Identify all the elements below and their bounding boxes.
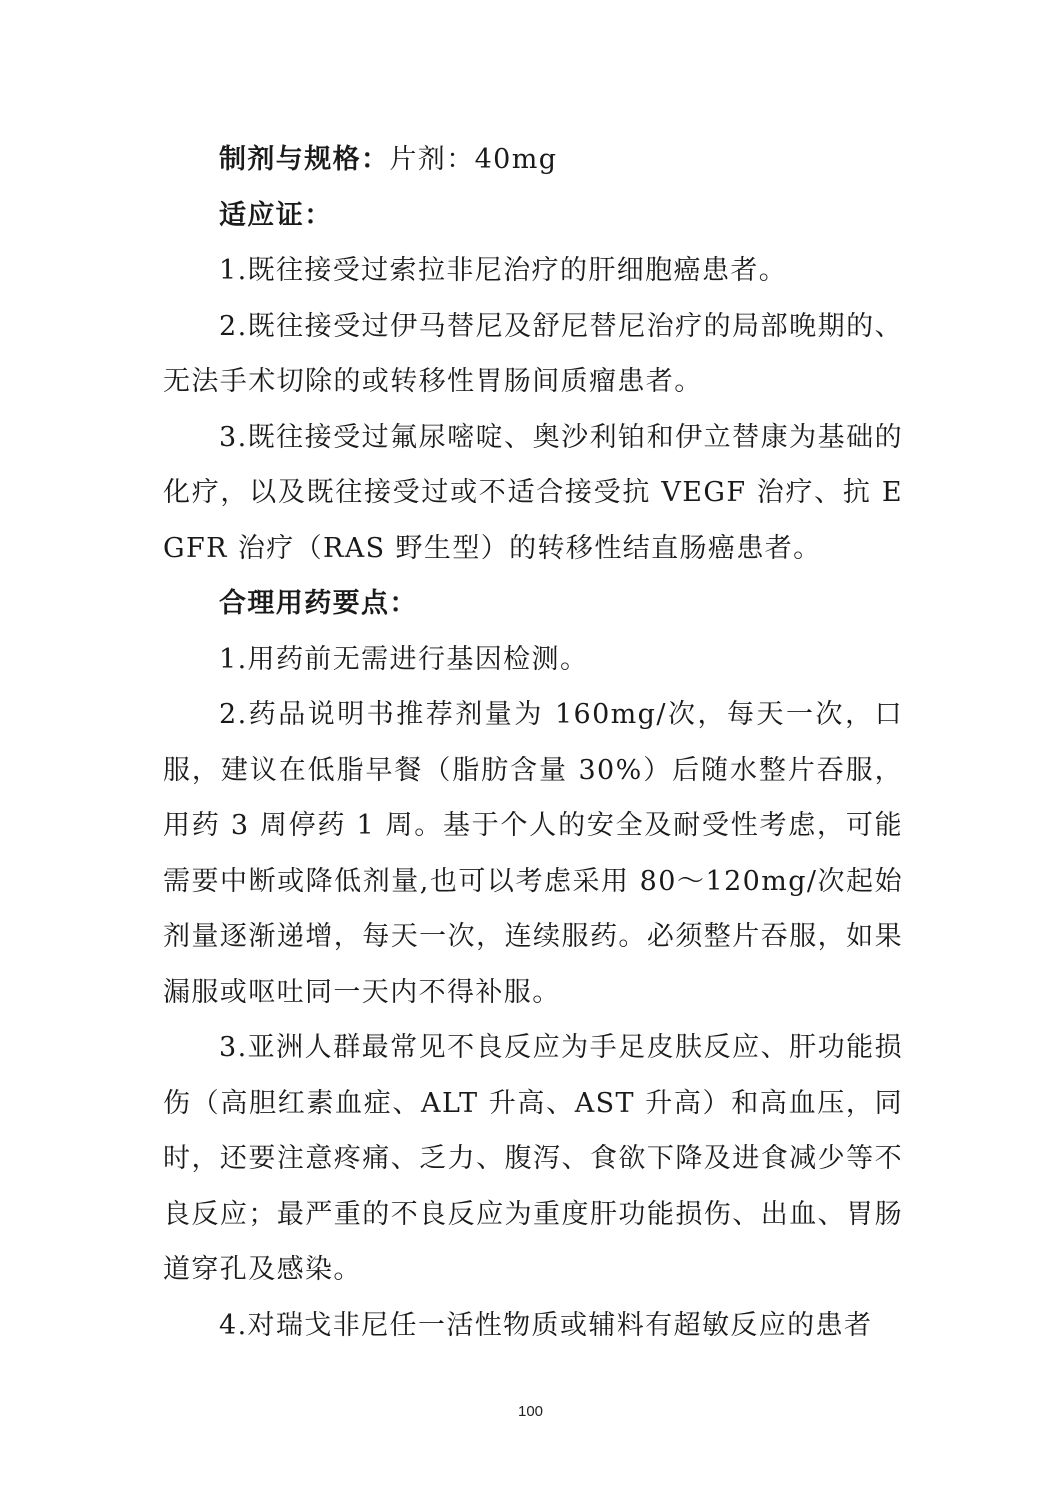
indication-item-3: 3.既往接受过氟尿嘧啶、奥沙利铂和伊立替康为基础的化疗，以及既往接受过或不适合接受抗 VEGF 治疗、抗 EGFR 治疗（RAS 野生型）的转移性结直肠癌患者。 [163, 421, 903, 564]
formulation-label: 制剂与规格： [219, 144, 390, 175]
indications-heading: 适应证： [219, 199, 333, 231]
formulation-paragraph [163, 132, 903, 188]
rational-use-item-3: 3.亚洲人群最常见不良反应为手足皮肤反应、肝功能损伤（高胆红素血症、ALT 升高、AST 升高）和高血压，同时，还要注意疼痛、乏力、腹泻、食欲下降及进食减少等不良反应；最严重的不良反应为重度肝功能损伤、出血、胃肠道穿孔及感染。 [163, 1032, 903, 1285]
rational-use-heading: 合理用药要点： [219, 588, 418, 619]
indication-item-1: 1.既往接受过索拉非尼治疗的肝细胞癌患者。 [219, 255, 788, 286]
page-number: 100 [517, 1403, 544, 1420]
rational-use-item-2: 2.药品说明书推荐剂量为 160mg/次，每天一次，口服，建议在低脂早餐（脂肪含量 30%）后随水整片吞服，用药 3 周停药 1 周。基于个人的安全及耐受性考虑，可能需要中断或降低剂量,也可以考虑采用 80～120mg/次起始剂量逐渐递增，每天一次，连续服药。必须整片吞服，如果漏服或呕吐同一天内不得补服。 [163, 699, 903, 1008]
rational-use-item-1: 1.用药前无需进行基因检测。 [219, 643, 589, 675]
formulation-value: 片剂：40mg [389, 144, 558, 175]
rational-use-item-4: 4.对瑞戈非尼任一活性物质或辅料有超敏反应的患者 [219, 1309, 873, 1341]
indication-item-2: 2.既往接受过伊马替尼及舒尼替尼治疗的局部晚期的、无法手术切除的或转移性胃肠间质瘤患者。 [163, 310, 903, 397]
document-body [163, 132, 903, 1353]
